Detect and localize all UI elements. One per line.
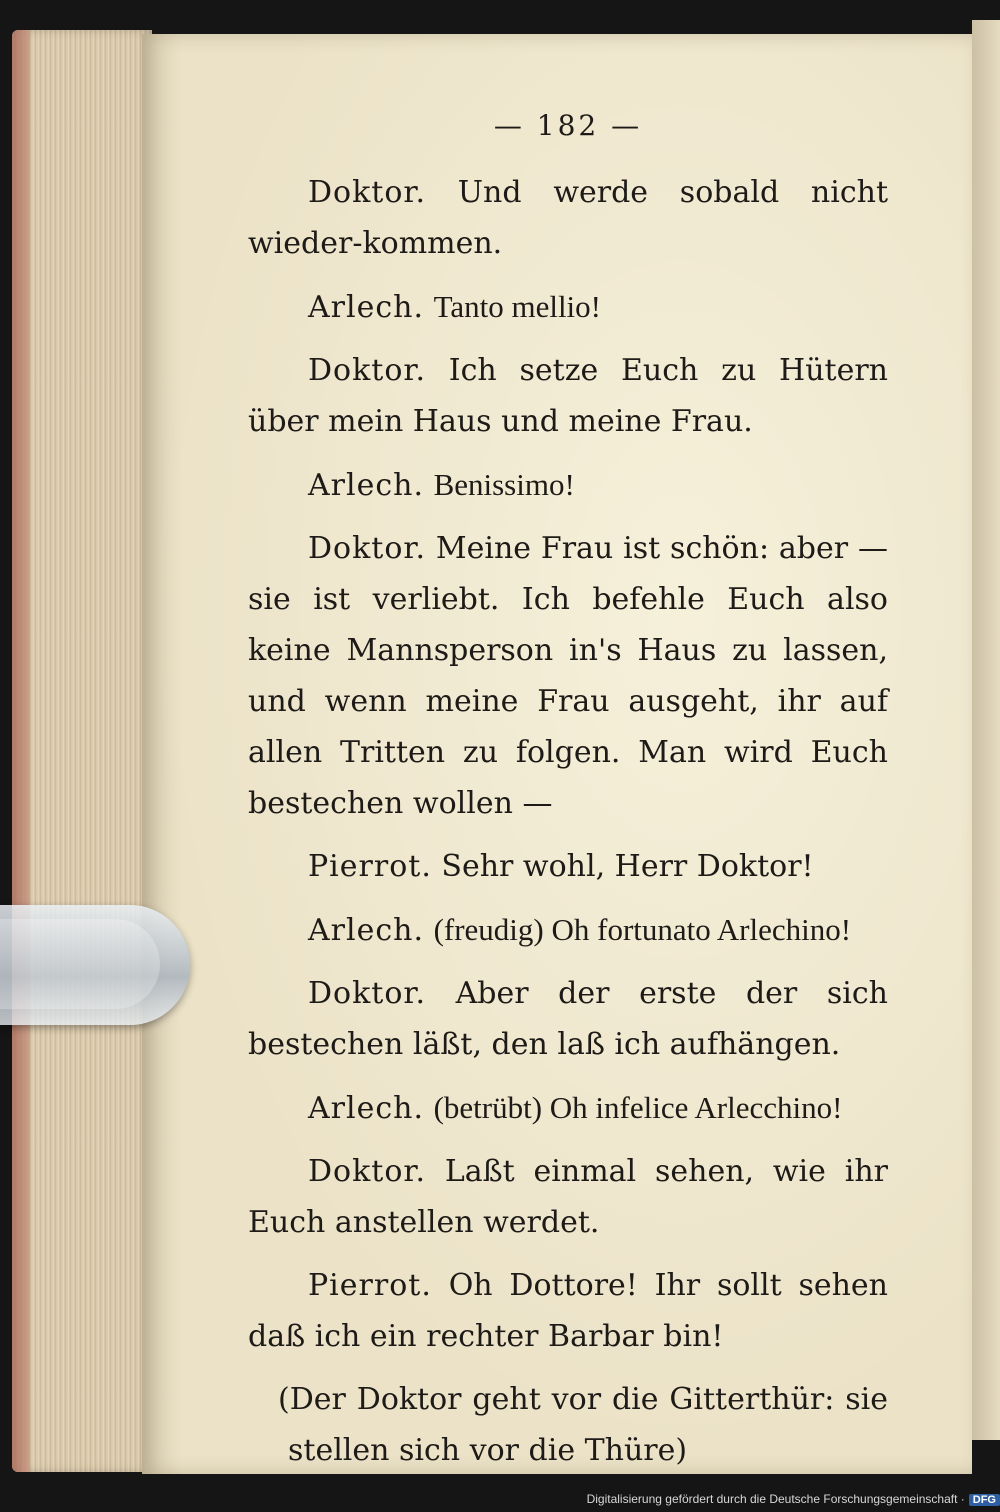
page-number: — 182 — [493,109,643,142]
speaker-name: Doktor. [308,1154,426,1189]
dialogue-line [248,1082,888,1134]
dialogue-text: Laßt einmal sehen, wie ihr Euch anstellen werdet. [248,1154,888,1240]
dialogue-text: Und werde sobald nicht wieder-kommen. [248,175,888,261]
speaker-name: Arlech. [308,1091,425,1126]
dialogue-line [248,523,888,829]
dialogue-line [248,841,888,892]
speaker-name: Pierrot. [308,849,432,884]
speaker-name: Pierrot. [308,1268,432,1303]
page-clip-highlight [0,919,160,1009]
book-fore-edge [12,30,152,1472]
speaker-name: Arlech. [308,468,425,503]
book-edge-color [12,30,30,1472]
dfg-logo-icon: DFG [969,1494,1000,1506]
page-text [248,100,888,1488]
dialogue-line [248,167,888,269]
speaker-name: Doktor. [308,976,426,1011]
digitization-credit [560,1492,1000,1512]
dialogue-text: Oh Dottore! Ihr sollt sehen daß ich ein rechter Barbar bin! [248,1268,888,1354]
dialogue-text: Meine Frau ist schön: aber — sie ist verliebt. Ich befehle Euch also keine Mannsperson in's Haus zu lassen, und wenn meine Frau ausgeht, ihr auf allen Tritten zu folgen. Man wird Euch bestechen wollen — [248,531,888,821]
dialogue-line [248,345,888,447]
credit-text: Digitalisierung gefördert durch die Deutsche Forschungsgemeinschaft · [586,1492,965,1506]
dialogue-text: Tanto mellio! [433,289,601,324]
dialogue-line [248,281,888,333]
stage-direction-text: (Der Doktor geht vor die Gitterthür: sie stellen sich vor die Thüre) [278,1382,888,1468]
dialogue-line [248,1146,888,1248]
dialogue-text: Aber der erste der sich bestechen läßt, den laß ich aufhängen. [248,976,888,1062]
dialogue-text: Benissimo! [433,467,575,502]
stage-direction [248,1374,888,1476]
dialogue-text: Sehr wohl, Herr Doktor! [441,849,814,884]
dialogue-line [248,459,888,511]
dialogue-text: Ich setze Euch zu Hütern über mein Haus und meine Frau. [248,353,888,439]
dialogue-text: (freudig) Oh fortunato Arlechino! [433,912,852,947]
speaker-name: Arlech. [308,913,425,948]
speaker-name: Doktor. [308,531,426,566]
dialogue-line [248,1260,888,1362]
speaker-name: Arlech. [308,290,425,325]
speaker-name: Doktor. [308,353,426,388]
adjacent-page-edge [972,20,1000,1440]
plastic-page-clip [0,905,190,1025]
dialogue-line [248,968,888,1070]
dialogue-text: (betrübt) Oh infelice Arlecchino! [433,1090,843,1125]
speaker-name: Doktor. [308,175,426,210]
dialogue-line [248,904,888,956]
